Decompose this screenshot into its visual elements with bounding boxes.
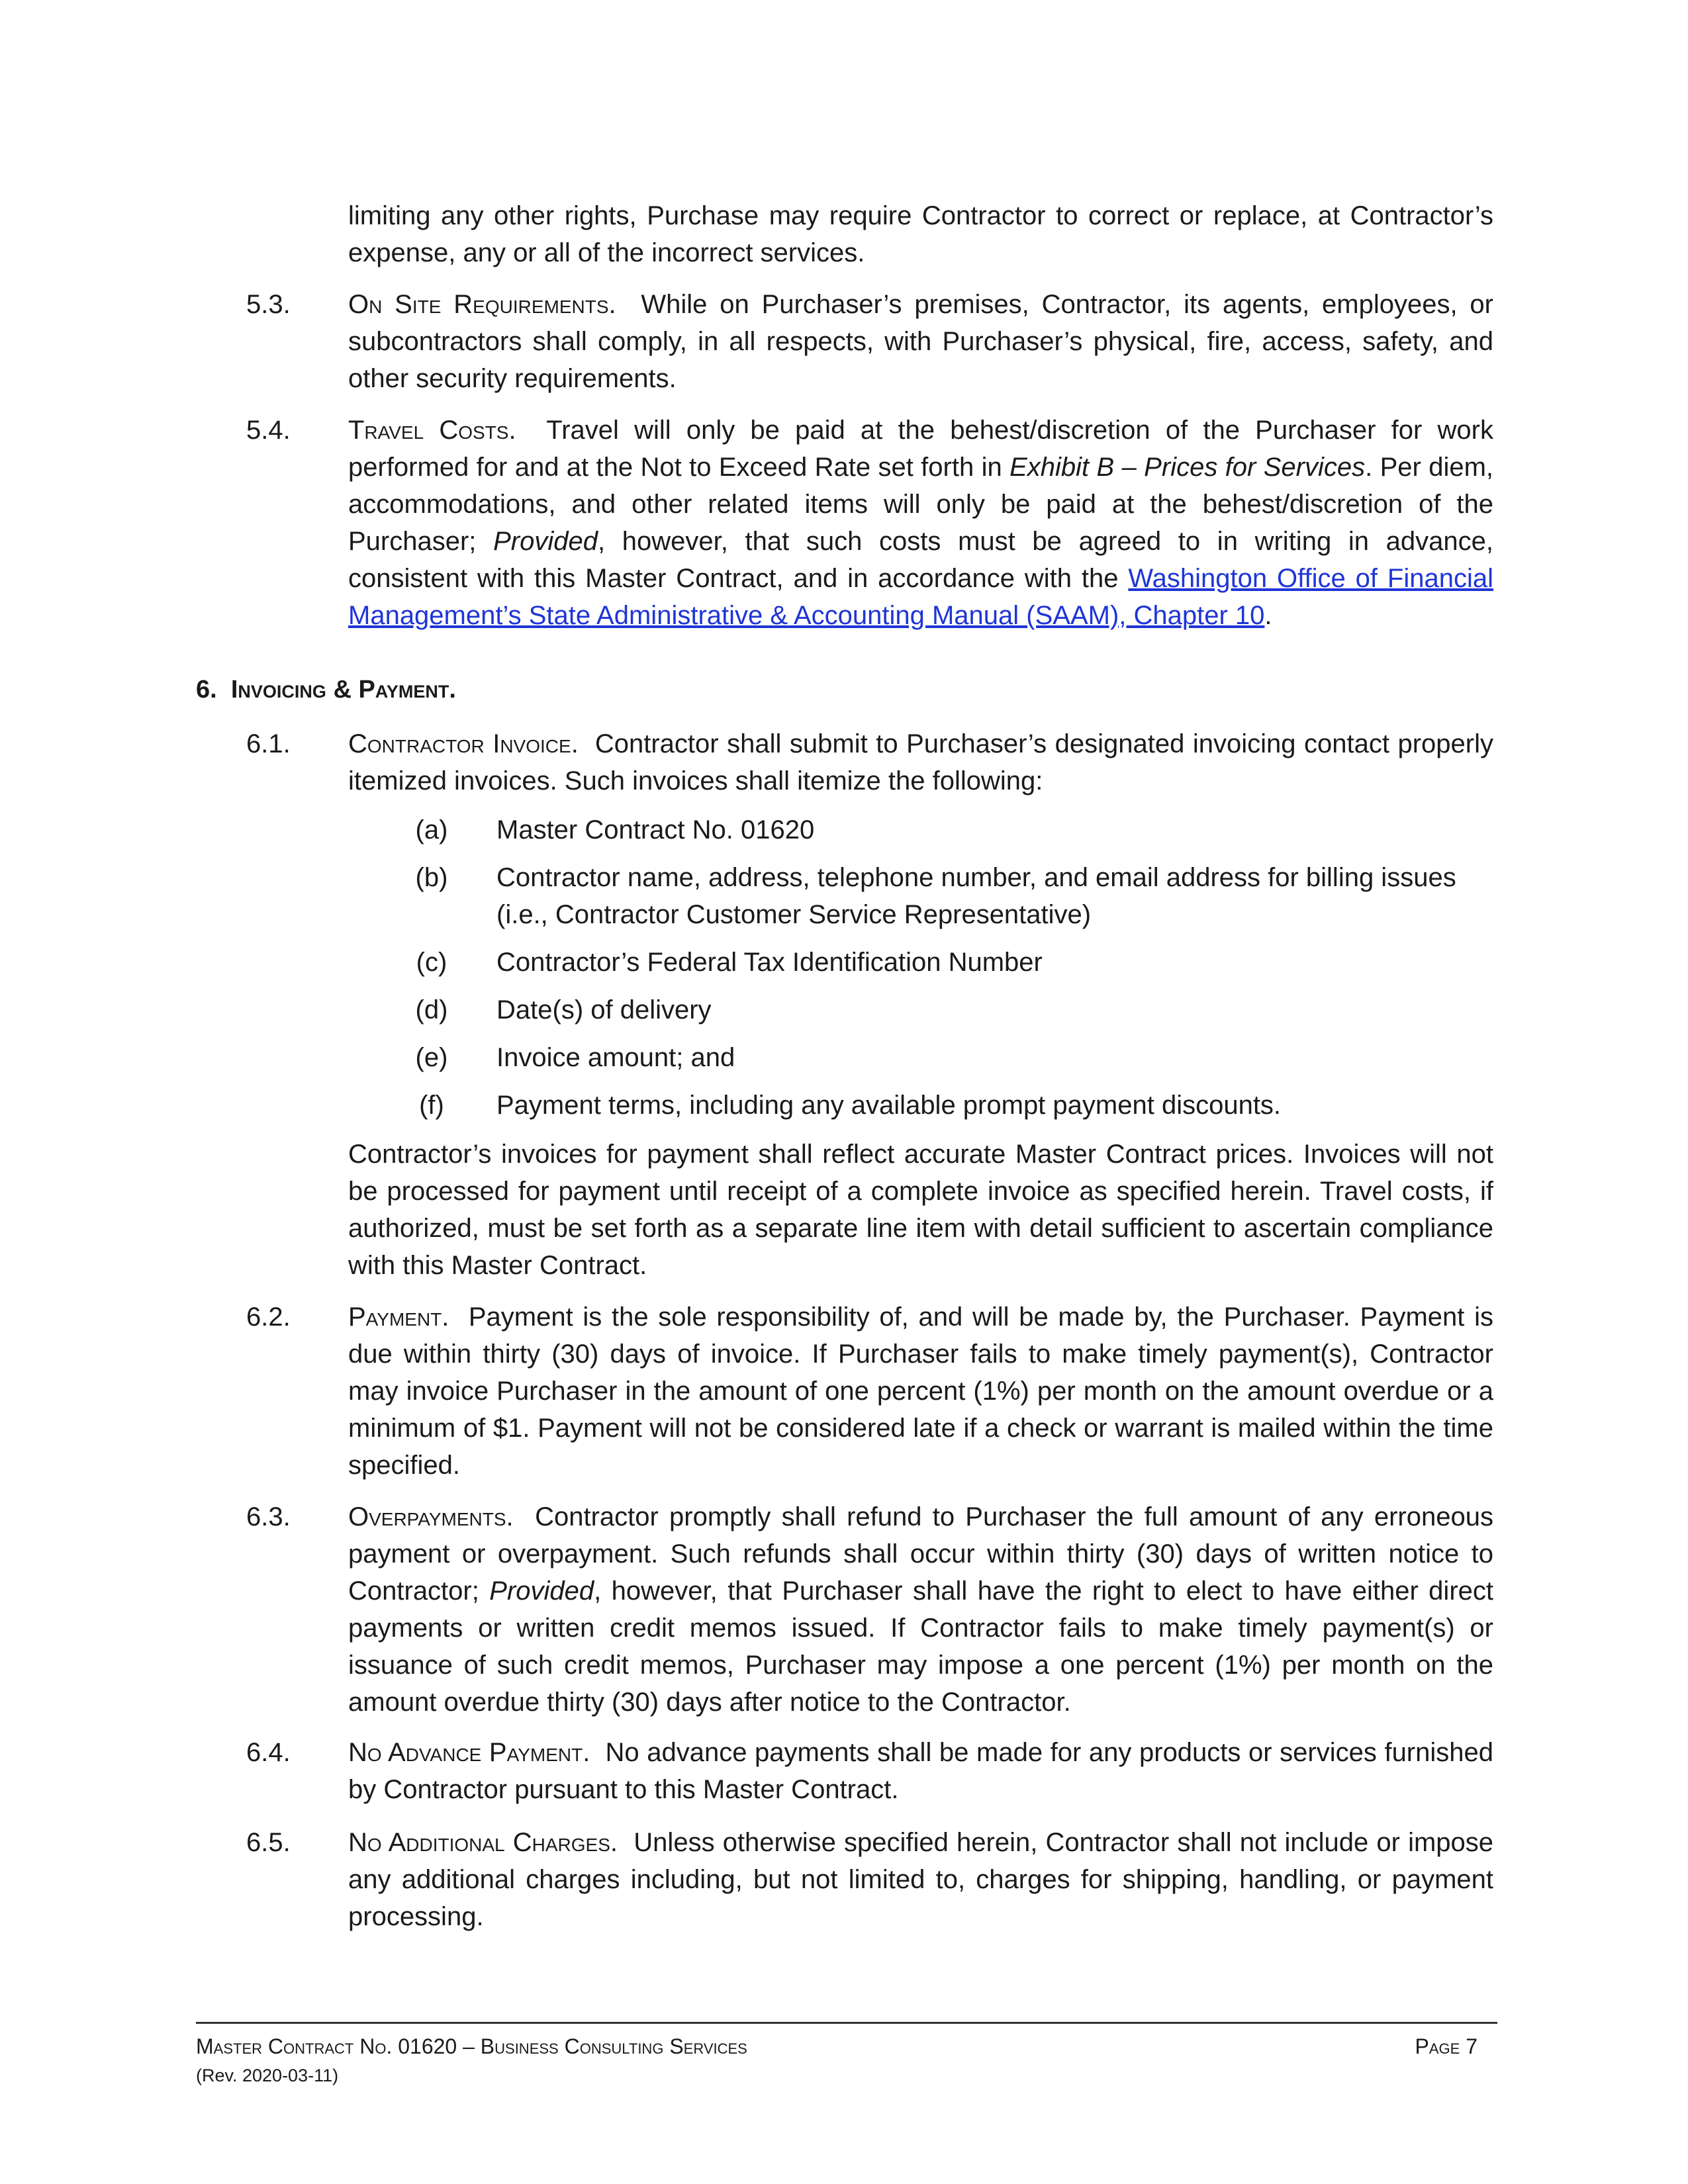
section-5-4-body-d: . bbox=[1264, 601, 1272, 630]
section-6-number: 6. bbox=[196, 676, 217, 704]
section-6-period: . bbox=[449, 676, 456, 704]
section-6-3-paragraph bbox=[348, 1498, 1493, 1721]
section-6-1-heading: Contractor Invoice. bbox=[348, 729, 579, 758]
section-6-2-paragraph bbox=[348, 1298, 1493, 1484]
continuation-paragraph: limiting any other rights, Purchase may require Contractor to correct or replace, at Contractor’s expense, any or all of the incorrect services. bbox=[348, 201, 1493, 267]
section-6-4-heading: No Advance Payment. bbox=[348, 1738, 590, 1767]
section-6-3-body-b: , however, that Purchaser shall have the right to elect to have either direct payments or written credit memos issued. If Contractor fails to make timely payment(s) or issuance of such credit memos, Purchaser may impose a one percent (1%) per month on the amount overdue thirty (30) days after notice to the Contractor. bbox=[348, 1576, 1493, 1717]
section-number-6-1: 6.1. bbox=[246, 729, 291, 758]
section-number-6-5: 6.5. bbox=[246, 1828, 291, 1857]
section-6-3-body-a: Contractor promptly shall refund to Purchaser the full amount of any erroneous payment or overpayment. Such refunds shall occur within thirty (30) days of written notice to Contractor; bbox=[348, 1502, 1493, 1606]
section-5-4-body-a: Travel will only be paid at the behest/discretion of the Purchaser for work performed for and at the Not to Exceed Rate set forth in bbox=[348, 416, 1493, 482]
section-6-4-body: No advance payments shall be made for any products or services furnished by Contractor pursuant to this Master Contract. bbox=[348, 1738, 1494, 1804]
section-number-5-3: 5.3. bbox=[246, 290, 291, 319]
section-6-heading bbox=[196, 671, 456, 708]
section-5-4-body-c: , however, that such costs must be agreed to in writing in advance, consistent with this Master Contract, and in accordance with the bbox=[348, 527, 1493, 593]
list-item-letter: (d) bbox=[415, 995, 448, 1024]
section-5-4-body-b: . Per diem, accommodations, and other related items will only be paid at the behest/discretion of the Purchaser; bbox=[348, 453, 1494, 556]
section-6-1-closing: Contractor’s invoices for payment shall reflect accurate Master Contract prices. Invoices will not be processed for payment until receipt of a complete invoice as specified herein. Travel costs, if authorized, must be set forth as a separate line item with detail sufficient to ascertain compliance with this Master Contract. bbox=[348, 1140, 1493, 1280]
footer-revision: (Rev. 2020-03-11) bbox=[196, 2066, 339, 2085]
section-5-4-paragraph bbox=[348, 412, 1493, 634]
section-6-5-body: Unless otherwise specified herein, Contractor shall not include or impose any additional charges including, but not limited to, charges for shipping, handling, or payment processing. bbox=[348, 1828, 1494, 1931]
section-6-1-body: Contractor shall submit to Purchaser’s designated invoicing contact properly itemized invoices. Such invoices shall itemize the following: bbox=[348, 729, 1493, 796]
list-item-letter: (a) bbox=[415, 815, 448, 844]
section-number-6-3: 6.3. bbox=[246, 1502, 291, 1531]
section-number-6-4: 6.4. bbox=[246, 1738, 291, 1767]
list-item-letter: (e) bbox=[415, 1043, 448, 1072]
section-6-1-paragraph bbox=[348, 725, 1493, 799]
footer-title-text: Master Contract No. 01620 – Business Consulting Services bbox=[196, 2034, 747, 2058]
list-item-text: Contractor’s Federal Tax Identification Number bbox=[496, 948, 1043, 977]
section-6-2-heading: Payment. bbox=[348, 1302, 449, 1332]
exhibit-reference: Exhibit B – Prices for Services bbox=[1009, 453, 1366, 482]
list-item-text: Date(s) of delivery bbox=[496, 995, 712, 1024]
section-6-5-heading: No Additional Charges. bbox=[348, 1828, 618, 1857]
section-5-3-paragraph bbox=[348, 286, 1493, 397]
saam-link[interactable]: Washington Office of Financial Management’s State Administrative & Accounting Manual (SAAM), Chapter 10 bbox=[348, 564, 1493, 630]
list-item-text: Payment terms, including any available prompt payment discounts. bbox=[496, 1091, 1282, 1120]
footer-divider bbox=[196, 2022, 1497, 2024]
section-5-4-heading: Travel Costs. bbox=[348, 416, 516, 445]
provided-term: Provided bbox=[489, 1576, 594, 1606]
list-item-text: Master Contract No. 01620 bbox=[496, 815, 815, 844]
list-item-letter: (c) bbox=[416, 948, 447, 977]
list-item-letter: (b) bbox=[415, 863, 448, 892]
section-number-5-4: 5.4. bbox=[246, 416, 291, 445]
footer-page-number bbox=[1415, 2033, 1478, 2060]
provided-term: Provided bbox=[493, 527, 598, 556]
section-5-3-body: While on Purchaser’s premises, Contractor, its agents, employees, or subcontractors shall comply, in all respects, with Purchaser’s physical, fire, access, safety, and other security requirements. bbox=[348, 290, 1493, 393]
section-6-2-body: Payment is the sole responsibility of, and will be made by, the Purchaser. Payment is due within thirty (30) days of invoice. If Purchaser fails to make timely payment(s), Contractor may invoice Purchaser in the amount of one percent (1%) per month on the amount overdue or a minimum of $1. Payment will not be considered late if a check or warrant is mailed within the time specified. bbox=[348, 1302, 1493, 1480]
section-6-title: Invoicing & Payment bbox=[230, 676, 449, 704]
footer-page-label: Page bbox=[1415, 2034, 1460, 2058]
footer-title bbox=[196, 2033, 747, 2060]
section-6-3-heading: Overpayments. bbox=[348, 1502, 514, 1531]
footer-page-value: 7 bbox=[1466, 2034, 1477, 2058]
list-item-text: Contractor name, address, telephone number, and email address for billing issues (i.e., Contractor Customer Service Representative) bbox=[496, 863, 1456, 929]
section-6-4-paragraph bbox=[348, 1734, 1493, 1808]
list-item-letter: (f) bbox=[419, 1091, 444, 1120]
section-6-5-paragraph bbox=[348, 1824, 1493, 1935]
list-item-text: Invoice amount; and bbox=[496, 1043, 735, 1072]
section-number-6-2: 6.2. bbox=[246, 1302, 291, 1332]
section-5-3-heading: On Site Requirements. bbox=[348, 290, 616, 319]
